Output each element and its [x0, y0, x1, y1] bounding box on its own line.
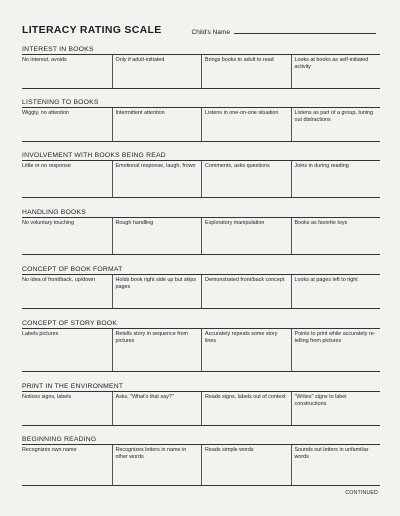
section-title: INTEREST IN BOOKS	[22, 46, 380, 55]
rating-row	[22, 161, 380, 198]
section-title: PRINT IN THE ENVIRONMENT	[22, 383, 380, 392]
rating-option[interactable]: Joins in during reading	[291, 161, 381, 197]
rating-option[interactable]: Listens in one-on-one situation	[201, 108, 291, 141]
rating-row	[22, 275, 380, 309]
rating-option[interactable]: Recognizes own name	[22, 447, 77, 453]
section-title: BEGINNING READING	[22, 436, 380, 445]
child-name-label: Child's Name	[191, 29, 230, 36]
rating-row	[22, 218, 380, 255]
rating-option[interactable]: Holds book right side up but skips pages	[112, 275, 202, 308]
section-7	[22, 436, 380, 486]
rating-row	[22, 329, 380, 372]
rating-option[interactable]: Asks, "What's that say?"	[112, 392, 202, 425]
rating-option[interactable]: Looks at books as self-initiated activity	[291, 55, 381, 88]
section-3	[22, 209, 380, 255]
rating-option[interactable]: Books as favorite toys	[291, 218, 381, 254]
section-6	[22, 383, 380, 426]
page-title: LITERACY RATING SCALE	[22, 24, 162, 36]
rating-option[interactable]: Intermittent attention	[112, 108, 202, 141]
rating-option[interactable]: Points to print while accurately re-telling from pictures	[291, 329, 381, 371]
rating-row	[22, 392, 380, 426]
child-name-field[interactable]	[234, 33, 376, 34]
rating-option[interactable]: Comments, asks questions	[201, 161, 291, 197]
section-2	[22, 152, 380, 198]
section-5	[22, 320, 380, 372]
rating-option[interactable]: Demonstrated front/back concept	[201, 275, 291, 308]
rating-option[interactable]: Reads simple words	[201, 445, 291, 485]
section-4	[22, 266, 380, 309]
rating-option[interactable]: No voluntary touching	[22, 220, 75, 226]
section-0	[22, 46, 380, 89]
rating-option[interactable]: Retells story in sequence from pictures	[112, 329, 202, 371]
section-title: CONCEPT OF BOOK FORMAT	[22, 266, 380, 275]
rating-option[interactable]: Exploratory manipulation	[201, 218, 291, 254]
section-title: HANDLING BOOKS	[22, 209, 380, 218]
rating-option[interactable]: No idea of front/back, up/down	[22, 277, 96, 283]
rating-option[interactable]: Emotional response, laugh, frown	[112, 161, 202, 197]
rating-option[interactable]: Rough handling	[112, 218, 202, 254]
rating-row	[22, 108, 380, 142]
section-1	[22, 99, 380, 142]
section-title: CONCEPT OF STORY BOOK	[22, 320, 380, 329]
form-header	[22, 16, 380, 36]
rating-option[interactable]: Notices signs, labels	[22, 394, 72, 400]
rating-option[interactable]: Reads signs, labels out of context	[201, 392, 291, 425]
rating-option[interactable]: No interest, avoids	[22, 57, 67, 63]
rating-option[interactable]: Looks at pages left to right	[291, 275, 381, 308]
rating-option[interactable]: Labels pictures	[22, 331, 59, 337]
section-title: LISTENING TO BOOKS	[22, 99, 380, 108]
rating-option[interactable]: Only if adult-initiated	[112, 55, 202, 88]
continued-label: CONTINUED	[345, 490, 378, 496]
rating-row	[22, 55, 380, 89]
rating-option[interactable]: Wiggly, no attention	[22, 110, 69, 116]
rating-option[interactable]: Accurately repeats some story lines	[201, 329, 291, 371]
rating-option[interactable]: Recognizes letters in name in other words	[112, 445, 202, 485]
rating-option[interactable]: Little or no response	[22, 163, 71, 169]
rating-option[interactable]: "Writes" signs to label constructions	[291, 392, 381, 425]
section-title: INVOLVEMENT WITH BOOKS BEING READ	[22, 152, 380, 161]
rating-option[interactable]: Brings books to adult to read	[201, 55, 291, 88]
rating-option[interactable]: Sounds out letters in unfamiliar words	[291, 445, 381, 485]
rating-row	[22, 445, 380, 486]
rating-option[interactable]: Listens as part of a group, tuning out distractions	[291, 108, 381, 141]
